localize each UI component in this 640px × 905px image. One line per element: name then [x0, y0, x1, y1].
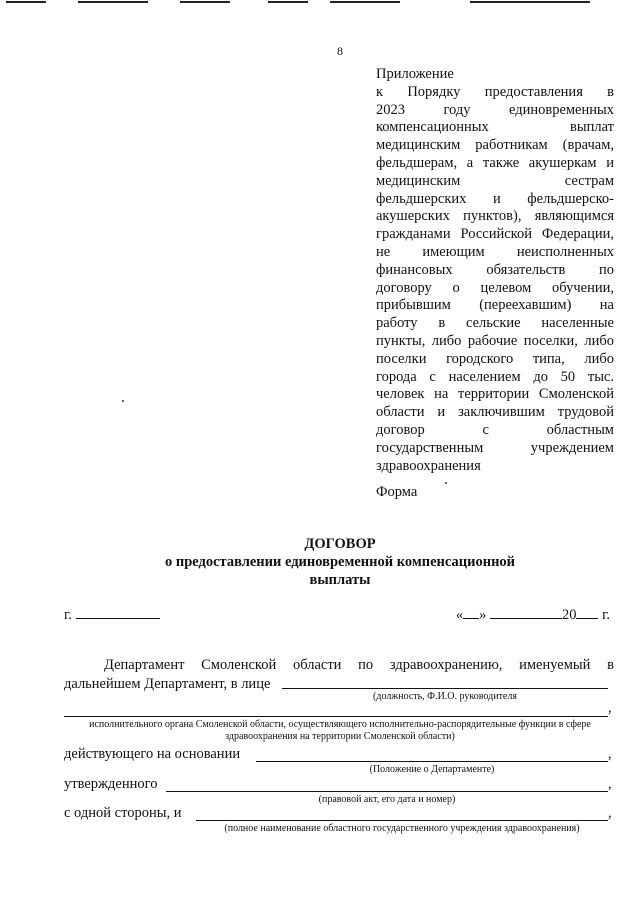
month-blank[interactable] [490, 606, 562, 619]
appendix-line: медицинским работникам (врачам, [376, 137, 614, 154]
city-prefix: г. [64, 607, 72, 623]
comma: , [608, 700, 612, 716]
appendix-line: 2023 году единовременных [376, 101, 614, 118]
scan-edge-marks [0, 0, 640, 6]
appendix-line: компенсационных выплат [376, 119, 614, 136]
page-number: 8 [337, 44, 343, 58]
comma: , [608, 805, 612, 821]
appendix-line: прибывшим (переехавшим) на [376, 297, 614, 314]
organ-name-hint: исполнительного органа Смоленской области, осуществляющего исполнительно-распорядительные функции в сфере здравоохранения на территории Смоленской области) [89, 719, 591, 742]
appendix-line: гражданами Российской Федерации, [376, 226, 614, 243]
appendix-line: области и заключившим трудовой [376, 404, 614, 421]
preamble-line2: дальнейшем Департамент, в лице [64, 676, 271, 692]
day-blank[interactable] [463, 606, 479, 619]
scan-speck [122, 400, 124, 402]
document-subtitle-line1: о предоставлении единовременной компенсационной [164, 554, 516, 570]
year-suffix: г. [602, 607, 610, 623]
date-quote-close: » [479, 607, 487, 623]
appendix-line: финансовых обязательств по [376, 261, 614, 278]
appendix-line: к Порядку предоставления в [376, 83, 614, 100]
appendix-line: пункты, либо рабочие поселки, либо [376, 332, 614, 349]
comma: , [608, 746, 612, 762]
appendix-line: договору о целевом обучении, [376, 279, 614, 296]
head-name-hint: (должность, Ф.И.О. руководителя [373, 691, 517, 702]
appendix-line: работу в сельские населенные [376, 315, 614, 332]
approved-blank[interactable] [166, 791, 608, 792]
document-subtitle-line2: выплаты [309, 572, 371, 588]
institution-blank[interactable] [196, 820, 608, 821]
appendix-line: не имеющим неисполненных [376, 243, 614, 260]
approved-label: утвержденного [64, 776, 158, 792]
approved-hint: (правовой акт, его дата и номер) [318, 794, 456, 805]
appendix-line: государственным учреждением [376, 439, 614, 456]
appendix-line: здравоохранения [376, 457, 481, 474]
head-name-blank[interactable] [282, 688, 608, 689]
date-field [456, 606, 610, 624]
appendix-line: фельдшерам, а также акушеркам и [376, 154, 614, 171]
scan-speck [445, 482, 447, 484]
appendix-line: Приложение [376, 66, 454, 82]
basis-hint: (Положение о Департаменте) [369, 764, 495, 775]
appendix-line: медицинским сестрам [376, 172, 614, 189]
organ-name-blank[interactable] [64, 716, 608, 717]
city-blank[interactable] [76, 606, 160, 619]
side-label: с одной стороны, и [64, 805, 182, 821]
appendix-line: поселки городского типа, либо [376, 350, 614, 367]
appendix-line: человек на территории Смоленской [376, 386, 614, 403]
appendix-line: акушерских пунктов), являющимся [376, 208, 614, 225]
appendix-line: города с населением до 50 тыс. [376, 368, 614, 385]
comma: , [608, 776, 612, 792]
appendix-line: договор с областным [376, 421, 614, 438]
appendix-line: фельдшерских и фельдшерско- [376, 190, 614, 207]
city-field [64, 606, 160, 624]
appendix-header [376, 66, 614, 475]
basis-label: действующего на основании [64, 746, 241, 762]
form-label: Форма [376, 484, 418, 500]
date-quote-open: « [455, 607, 464, 623]
institution-hint: (полное наименование областного государственного учреждения здравоохранения) [224, 823, 580, 834]
preamble-line1: Департамент Смоленской области по здравоохранению, именуемый в [104, 657, 614, 673]
basis-blank[interactable] [256, 761, 608, 762]
year-blank[interactable] [576, 606, 598, 619]
year-prefix: 20 [561, 607, 577, 623]
document-title: ДОГОВОР [304, 536, 376, 552]
